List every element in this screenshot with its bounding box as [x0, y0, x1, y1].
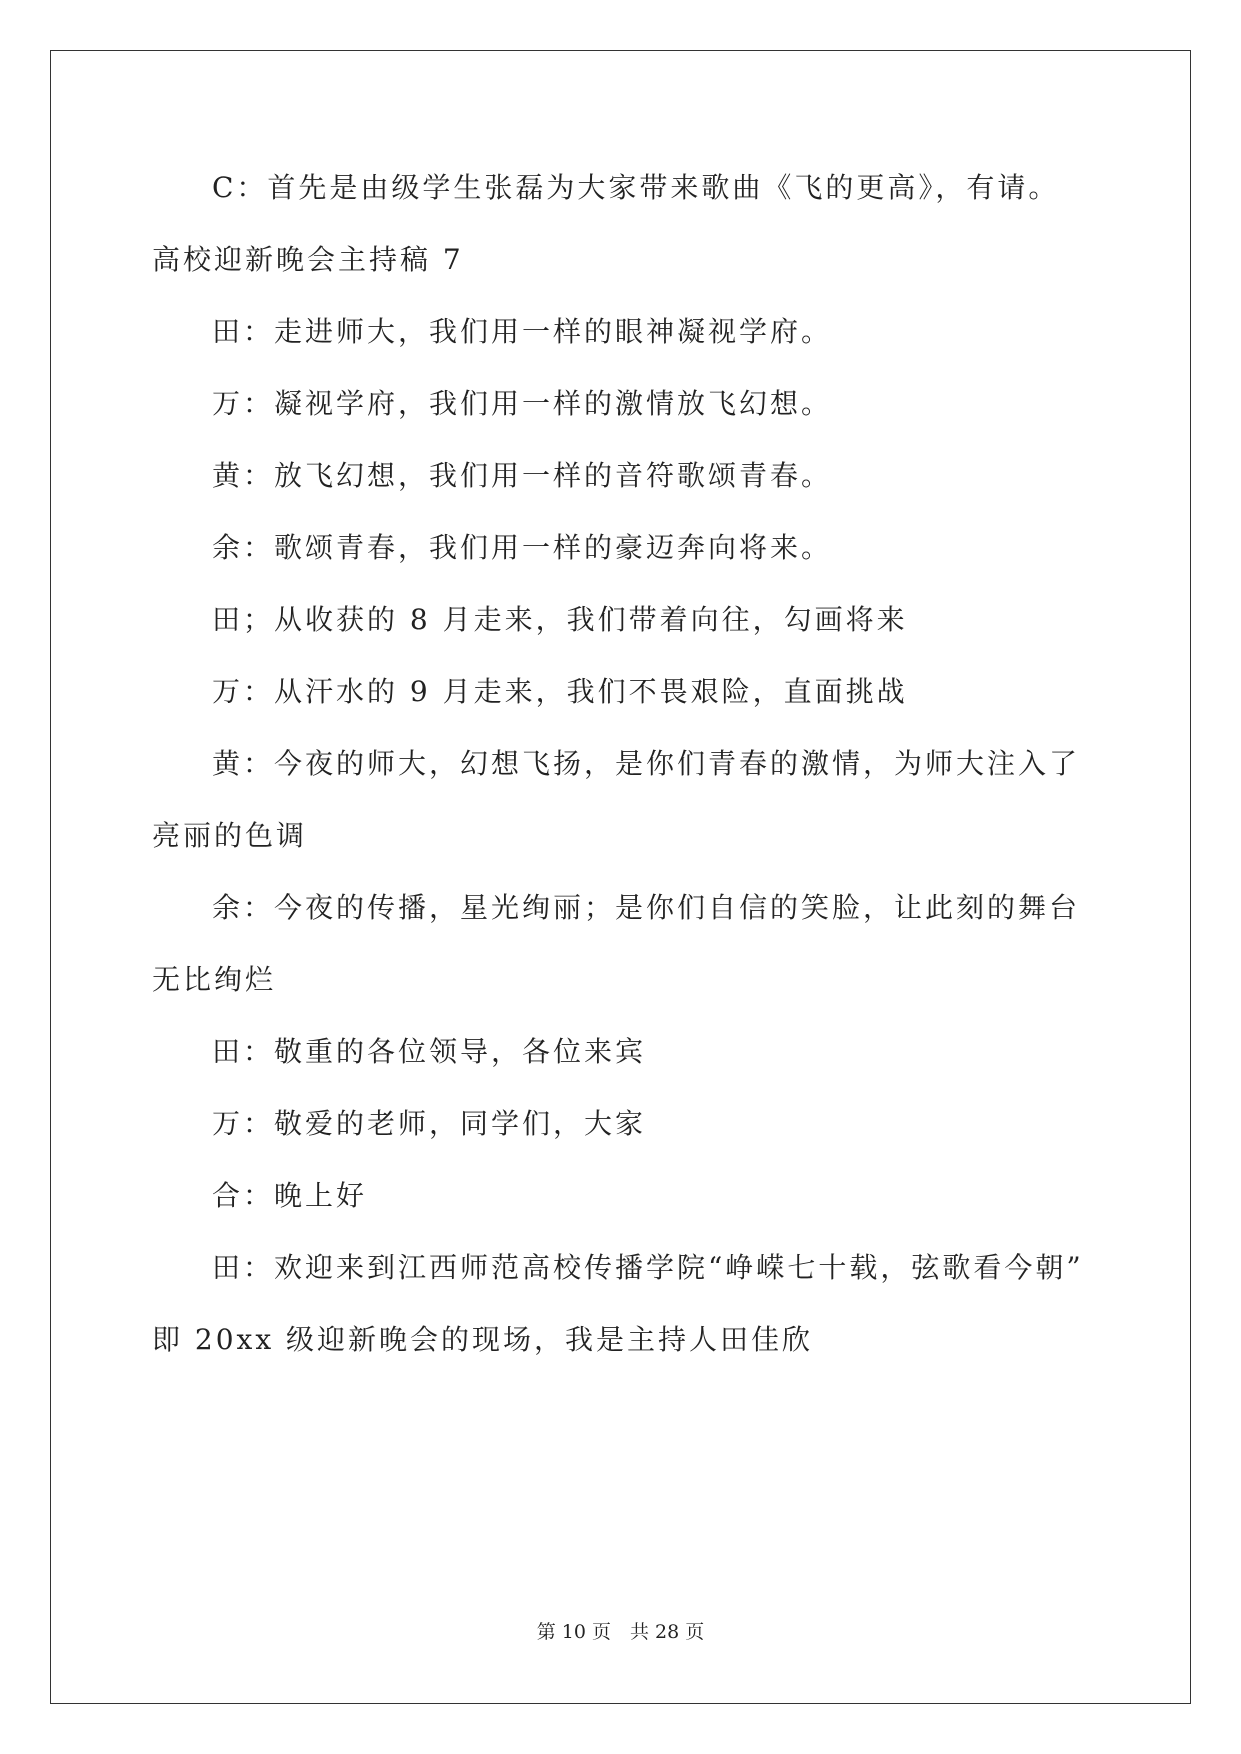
- text-line-continuation: 亮丽的色调: [152, 819, 308, 852]
- text-line-continuation: 即 20xx 级迎新晚会的现场，我是主持人田佳欣: [152, 1323, 814, 1356]
- text-line: 田；从收获的 8 月走来，我们带着向往，勾画将来: [212, 603, 908, 636]
- text-line: 万：敬爱的老师，同学们，大家: [212, 1107, 647, 1140]
- text-line: 黄：放飞幻想，我们用一样的音符歌颂青春。: [212, 459, 833, 492]
- text-line: 余：歌颂青春，我们用一样的豪迈奔向将来。: [212, 531, 833, 564]
- section-heading: 高校迎新晚会主持稿 7: [152, 243, 464, 276]
- text-line: 田：敬重的各位领导，各位来宾: [212, 1035, 647, 1068]
- text-line: 黄：今夜的师大，幻想飞扬，是你们青春的激情，为师大注入了: [212, 747, 1081, 780]
- text-line: 余：今夜的传播，星光绚丽；是你们自信的笑脸，让此刻的舞台: [212, 891, 1081, 924]
- text-line: 田：走进师大，我们用一样的眼神凝视学府。: [212, 315, 833, 348]
- text-line: 田：欢迎来到江西师范高校传播学院“峥嵘七十载，弦歌看今朝”: [212, 1251, 1084, 1284]
- text-line: 合：晚上好: [212, 1179, 368, 1212]
- text-line-continuation: 无比绚烂: [152, 963, 277, 996]
- page-number-footer: 第 10 页 共 28 页: [536, 1621, 705, 1643]
- text-line: 万：凝视学府，我们用一样的激情放飞幻想。: [212, 387, 833, 420]
- page-border: [50, 50, 1191, 1704]
- text-line: 万：从汗水的 9 月走来，我们不畏艰险，直面挑战: [212, 675, 908, 708]
- text-line: C：首先是由级学生张磊为大家带来歌曲《飞的更高》，有请。: [212, 171, 1060, 204]
